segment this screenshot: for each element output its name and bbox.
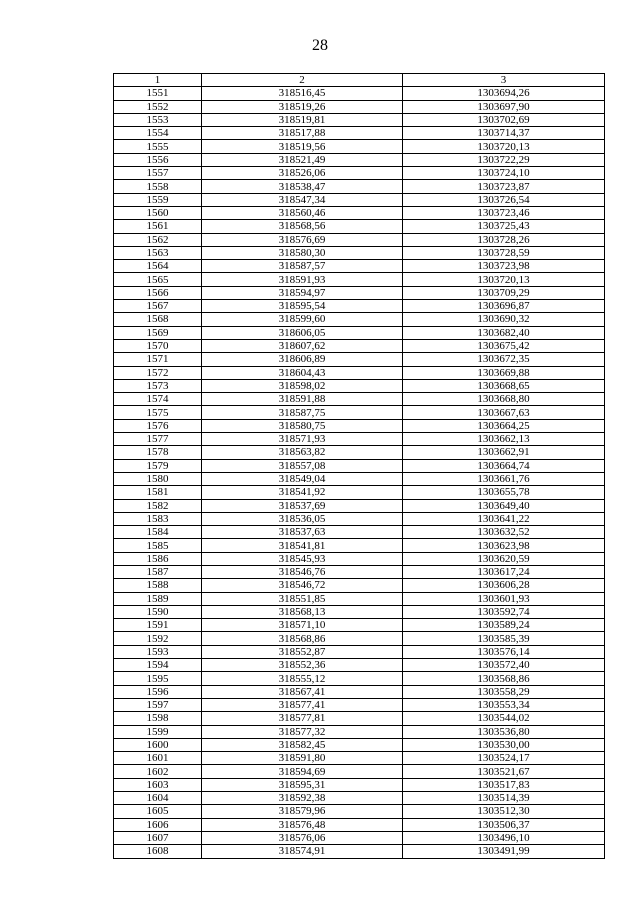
point-number-cell: 1580 — [114, 472, 202, 485]
x-coordinate-cell: 318568,56 — [202, 220, 403, 233]
table-row — [114, 645, 605, 658]
x-coordinate-cell: 318592,38 — [202, 792, 403, 805]
point-number-cell: 1553 — [114, 113, 202, 126]
y-coordinate-cell: 1303623,98 — [403, 539, 605, 552]
y-coordinate-cell: 1303667,63 — [403, 406, 605, 419]
y-coordinate-cell: 1303572,40 — [403, 659, 605, 672]
point-number-cell: 1598 — [114, 712, 202, 725]
point-number-cell: 1608 — [114, 845, 202, 858]
point-number-cell: 1557 — [114, 167, 202, 180]
table-row — [114, 552, 605, 565]
y-coordinate-cell: 1303728,59 — [403, 246, 605, 259]
y-coordinate-cell: 1303536,80 — [403, 725, 605, 738]
y-coordinate-cell: 1303553,34 — [403, 698, 605, 711]
table-row — [114, 246, 605, 259]
y-coordinate-cell: 1303585,39 — [403, 632, 605, 645]
point-number-cell: 1595 — [114, 672, 202, 685]
x-coordinate-cell: 318568,86 — [202, 632, 403, 645]
y-coordinate-cell: 1303723,87 — [403, 180, 605, 193]
table-row — [114, 579, 605, 592]
x-coordinate-cell: 318576,69 — [202, 233, 403, 246]
table-row — [114, 486, 605, 499]
table-row — [114, 379, 605, 392]
x-coordinate-cell: 318521,49 — [202, 153, 403, 166]
x-coordinate-cell: 318580,30 — [202, 246, 403, 259]
point-number-cell: 1589 — [114, 592, 202, 605]
table-body — [114, 87, 605, 858]
table-row — [114, 752, 605, 765]
y-coordinate-cell: 1303726,54 — [403, 193, 605, 206]
x-coordinate-cell: 318598,02 — [202, 379, 403, 392]
y-coordinate-cell: 1303669,88 — [403, 366, 605, 379]
point-number-cell: 1591 — [114, 619, 202, 632]
table-row — [114, 778, 605, 791]
column-header-1: 1 — [114, 74, 202, 87]
point-number-cell: 1577 — [114, 433, 202, 446]
table-row — [114, 446, 605, 459]
y-coordinate-cell: 1303632,52 — [403, 526, 605, 539]
point-number-cell: 1588 — [114, 579, 202, 592]
point-number-cell: 1554 — [114, 127, 202, 140]
y-coordinate-cell: 1303512,30 — [403, 805, 605, 818]
table-row — [114, 127, 605, 140]
table-row — [114, 472, 605, 485]
x-coordinate-cell: 318563,82 — [202, 446, 403, 459]
point-number-cell: 1604 — [114, 792, 202, 805]
table-row — [114, 592, 605, 605]
point-number-cell: 1606 — [114, 818, 202, 831]
point-number-cell: 1597 — [114, 698, 202, 711]
table-row — [114, 499, 605, 512]
table-row — [114, 193, 605, 206]
y-coordinate-cell: 1303496,10 — [403, 831, 605, 844]
x-coordinate-cell: 318576,06 — [202, 831, 403, 844]
y-coordinate-cell: 1303672,35 — [403, 353, 605, 366]
y-coordinate-cell: 1303697,90 — [403, 100, 605, 113]
x-coordinate-cell: 318546,76 — [202, 565, 403, 578]
table-row — [114, 818, 605, 831]
x-coordinate-cell: 318574,91 — [202, 845, 403, 858]
y-coordinate-cell: 1303714,37 — [403, 127, 605, 140]
x-coordinate-cell: 318541,81 — [202, 539, 403, 552]
x-coordinate-cell: 318607,62 — [202, 339, 403, 352]
point-number-cell: 1592 — [114, 632, 202, 645]
x-coordinate-cell: 318591,88 — [202, 393, 403, 406]
point-number-cell: 1579 — [114, 459, 202, 472]
y-coordinate-cell: 1303662,13 — [403, 433, 605, 446]
x-coordinate-cell: 318547,34 — [202, 193, 403, 206]
x-coordinate-cell: 318595,31 — [202, 778, 403, 791]
x-coordinate-cell: 318595,54 — [202, 300, 403, 313]
y-coordinate-cell: 1303524,17 — [403, 752, 605, 765]
y-coordinate-cell: 1303696,87 — [403, 300, 605, 313]
y-coordinate-cell: 1303675,42 — [403, 339, 605, 352]
x-coordinate-cell: 318606,89 — [202, 353, 403, 366]
table-row — [114, 725, 605, 738]
y-coordinate-cell: 1303558,29 — [403, 685, 605, 698]
table-row — [114, 393, 605, 406]
table-row — [114, 512, 605, 525]
x-coordinate-cell: 318587,57 — [202, 260, 403, 273]
table-row — [114, 286, 605, 299]
point-number-cell: 1607 — [114, 831, 202, 844]
point-number-cell: 1605 — [114, 805, 202, 818]
x-coordinate-cell: 318606,05 — [202, 326, 403, 339]
y-coordinate-cell: 1303576,14 — [403, 645, 605, 658]
table-row — [114, 712, 605, 725]
table-row — [114, 419, 605, 432]
x-coordinate-cell: 318546,72 — [202, 579, 403, 592]
y-coordinate-cell: 1303723,46 — [403, 206, 605, 219]
point-number-cell: 1570 — [114, 339, 202, 352]
table-row — [114, 180, 605, 193]
x-coordinate-cell: 318552,36 — [202, 659, 403, 672]
point-number-cell: 1552 — [114, 100, 202, 113]
y-coordinate-cell: 1303668,80 — [403, 393, 605, 406]
x-coordinate-cell: 318567,41 — [202, 685, 403, 698]
table-row — [114, 565, 605, 578]
y-coordinate-cell: 1303690,32 — [403, 313, 605, 326]
x-coordinate-cell: 318594,97 — [202, 286, 403, 299]
point-number-cell: 1572 — [114, 366, 202, 379]
x-coordinate-cell: 318557,08 — [202, 459, 403, 472]
page-number: 28 — [312, 37, 328, 54]
table-row — [114, 300, 605, 313]
column-header-3: 3 — [403, 74, 605, 87]
y-coordinate-cell: 1303649,40 — [403, 499, 605, 512]
table-row — [114, 140, 605, 153]
point-number-cell: 1594 — [114, 659, 202, 672]
x-coordinate-cell: 318537,69 — [202, 499, 403, 512]
y-coordinate-cell: 1303709,29 — [403, 286, 605, 299]
x-coordinate-cell: 318580,75 — [202, 419, 403, 432]
y-coordinate-cell: 1303664,25 — [403, 419, 605, 432]
y-coordinate-cell: 1303694,26 — [403, 87, 605, 100]
x-coordinate-cell: 318517,88 — [202, 127, 403, 140]
point-number-cell: 1593 — [114, 645, 202, 658]
x-coordinate-cell: 318579,96 — [202, 805, 403, 818]
x-coordinate-cell: 318536,05 — [202, 512, 403, 525]
y-coordinate-cell: 1303568,86 — [403, 672, 605, 685]
point-number-cell: 1576 — [114, 419, 202, 432]
table-row — [114, 459, 605, 472]
x-coordinate-cell: 318541,92 — [202, 486, 403, 499]
y-coordinate-cell: 1303514,39 — [403, 792, 605, 805]
x-coordinate-cell: 318552,87 — [202, 645, 403, 658]
point-number-cell: 1568 — [114, 313, 202, 326]
point-number-cell: 1555 — [114, 140, 202, 153]
x-coordinate-cell: 318576,48 — [202, 818, 403, 831]
table-row — [114, 233, 605, 246]
y-coordinate-cell: 1303517,83 — [403, 778, 605, 791]
y-coordinate-cell: 1303589,24 — [403, 619, 605, 632]
y-coordinate-cell: 1303724,10 — [403, 167, 605, 180]
y-coordinate-cell: 1303592,74 — [403, 605, 605, 618]
x-coordinate-cell: 318582,45 — [202, 738, 403, 751]
x-coordinate-cell: 318577,81 — [202, 712, 403, 725]
x-coordinate-cell: 318537,63 — [202, 526, 403, 539]
point-number-cell: 1564 — [114, 260, 202, 273]
table-row — [114, 339, 605, 352]
point-number-cell: 1573 — [114, 379, 202, 392]
point-number-cell: 1602 — [114, 765, 202, 778]
y-coordinate-cell: 1303617,24 — [403, 565, 605, 578]
point-number-cell: 1565 — [114, 273, 202, 286]
table-row — [114, 845, 605, 858]
x-coordinate-cell: 318526,06 — [202, 167, 403, 180]
table-row — [114, 100, 605, 113]
table-row — [114, 353, 605, 366]
point-number-cell: 1599 — [114, 725, 202, 738]
point-number-cell: 1558 — [114, 180, 202, 193]
x-coordinate-cell: 318577,41 — [202, 698, 403, 711]
table-row — [114, 632, 605, 645]
y-coordinate-cell: 1303720,13 — [403, 140, 605, 153]
point-number-cell: 1575 — [114, 406, 202, 419]
x-coordinate-cell: 318549,04 — [202, 472, 403, 485]
x-coordinate-cell: 318560,46 — [202, 206, 403, 219]
y-coordinate-cell: 1303506,37 — [403, 818, 605, 831]
y-coordinate-cell: 1303725,43 — [403, 220, 605, 233]
y-coordinate-cell: 1303606,28 — [403, 579, 605, 592]
point-number-cell: 1566 — [114, 286, 202, 299]
table-row — [114, 619, 605, 632]
x-coordinate-cell: 318571,93 — [202, 433, 403, 446]
table-row — [114, 765, 605, 778]
point-number-cell: 1578 — [114, 446, 202, 459]
y-coordinate-cell: 1303521,67 — [403, 765, 605, 778]
coordinates-table — [113, 73, 605, 859]
point-number-cell: 1560 — [114, 206, 202, 219]
y-coordinate-cell: 1303661,76 — [403, 472, 605, 485]
table-row — [114, 433, 605, 446]
point-number-cell: 1551 — [114, 87, 202, 100]
table-row — [114, 526, 605, 539]
point-number-cell: 1586 — [114, 552, 202, 565]
y-coordinate-cell: 1303723,98 — [403, 260, 605, 273]
y-coordinate-cell: 1303682,40 — [403, 326, 605, 339]
table-row — [114, 698, 605, 711]
table-row — [114, 326, 605, 339]
point-number-cell: 1567 — [114, 300, 202, 313]
column-header-2: 2 — [202, 74, 403, 87]
y-coordinate-cell: 1303601,93 — [403, 592, 605, 605]
x-coordinate-cell: 318599,60 — [202, 313, 403, 326]
y-coordinate-cell: 1303491,99 — [403, 845, 605, 858]
table-row — [114, 672, 605, 685]
x-coordinate-cell: 318551,85 — [202, 592, 403, 605]
table-row — [114, 87, 605, 100]
point-number-cell: 1587 — [114, 565, 202, 578]
table-row — [114, 313, 605, 326]
point-number-cell: 1556 — [114, 153, 202, 166]
point-number-cell: 1600 — [114, 738, 202, 751]
point-number-cell: 1582 — [114, 499, 202, 512]
y-coordinate-cell: 1303722,29 — [403, 153, 605, 166]
y-coordinate-cell: 1303702,69 — [403, 113, 605, 126]
x-coordinate-cell: 318591,80 — [202, 752, 403, 765]
table-row — [114, 605, 605, 618]
x-coordinate-cell: 318519,56 — [202, 140, 403, 153]
x-coordinate-cell: 318545,93 — [202, 552, 403, 565]
point-number-cell: 1581 — [114, 486, 202, 499]
table-row — [114, 206, 605, 219]
table-row — [114, 260, 605, 273]
y-coordinate-cell: 1303641,22 — [403, 512, 605, 525]
x-coordinate-cell: 318519,81 — [202, 113, 403, 126]
x-coordinate-cell: 318516,45 — [202, 87, 403, 100]
table-row — [114, 113, 605, 126]
x-coordinate-cell: 318555,12 — [202, 672, 403, 685]
table-row — [114, 153, 605, 166]
point-number-cell: 1563 — [114, 246, 202, 259]
table-row — [114, 792, 605, 805]
x-coordinate-cell: 318604,43 — [202, 366, 403, 379]
table-row — [114, 539, 605, 552]
point-number-cell: 1561 — [114, 220, 202, 233]
y-coordinate-cell: 1303668,65 — [403, 379, 605, 392]
y-coordinate-cell: 1303664,74 — [403, 459, 605, 472]
x-coordinate-cell: 318594,69 — [202, 765, 403, 778]
table-row — [114, 366, 605, 379]
y-coordinate-cell: 1303720,13 — [403, 273, 605, 286]
y-coordinate-cell: 1303544,02 — [403, 712, 605, 725]
x-coordinate-cell: 318571,10 — [202, 619, 403, 632]
table-row — [114, 659, 605, 672]
x-coordinate-cell: 318538,47 — [202, 180, 403, 193]
point-number-cell: 1601 — [114, 752, 202, 765]
table-row — [114, 805, 605, 818]
point-number-cell: 1596 — [114, 685, 202, 698]
x-coordinate-cell: 318519,26 — [202, 100, 403, 113]
point-number-cell: 1559 — [114, 193, 202, 206]
y-coordinate-cell: 1303728,26 — [403, 233, 605, 246]
point-number-cell: 1562 — [114, 233, 202, 246]
point-number-cell: 1584 — [114, 526, 202, 539]
point-number-cell: 1571 — [114, 353, 202, 366]
y-coordinate-cell: 1303620,59 — [403, 552, 605, 565]
point-number-cell: 1569 — [114, 326, 202, 339]
point-number-cell: 1583 — [114, 512, 202, 525]
x-coordinate-cell: 318587,75 — [202, 406, 403, 419]
table-row — [114, 167, 605, 180]
point-number-cell: 1603 — [114, 778, 202, 791]
y-coordinate-cell: 1303662,91 — [403, 446, 605, 459]
table-row — [114, 685, 605, 698]
point-number-cell: 1574 — [114, 393, 202, 406]
table-row — [114, 406, 605, 419]
point-number-cell: 1585 — [114, 539, 202, 552]
y-coordinate-cell: 1303655,78 — [403, 486, 605, 499]
x-coordinate-cell: 318591,93 — [202, 273, 403, 286]
table-row — [114, 220, 605, 233]
table-row — [114, 738, 605, 751]
table-row — [114, 273, 605, 286]
table-row — [114, 831, 605, 844]
point-number-cell: 1590 — [114, 605, 202, 618]
x-coordinate-cell: 318577,32 — [202, 725, 403, 738]
y-coordinate-cell: 1303530,00 — [403, 738, 605, 751]
table-header-row — [114, 74, 605, 87]
x-coordinate-cell: 318568,13 — [202, 605, 403, 618]
